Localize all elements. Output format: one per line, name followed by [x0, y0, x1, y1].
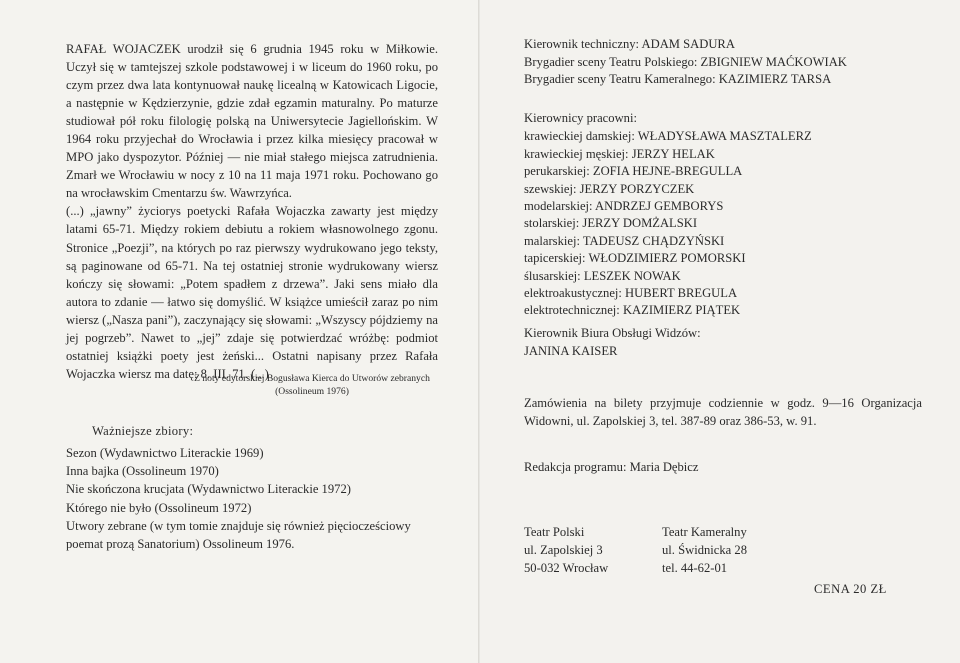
- workshop-line: tapicerskiej: WŁODZIMIERZ POMORSKI: [524, 251, 746, 266]
- workshop-line: modelarskiej: ANDRZEJ GEMBORYS: [524, 199, 724, 214]
- address-teatr-kameralny: [662, 524, 747, 577]
- address-line: tel. 44-62-01: [662, 560, 728, 575]
- office-name: JANINA KAISER: [524, 344, 618, 358]
- workshop-line: ślusarskiej: LESZEK NOWAK: [524, 268, 681, 283]
- list-item: Inna bajka (Ossolineum 1970): [66, 464, 219, 479]
- program-editor: Redakcja programu: Maria Dębicz: [524, 460, 699, 474]
- workshop-line: perukarskiej: ZOFIA HEJNE-BREGULLA: [524, 164, 743, 179]
- workshop-line: krawieckiej damskiej: WŁADYSŁAWA MASZTALERZ: [524, 129, 812, 144]
- crew-line: Kierownik techniczny: ADAM SADURA: [524, 37, 735, 51]
- office-block: [524, 324, 701, 360]
- address-line: Teatr Kameralny: [662, 525, 747, 539]
- bio-paragraph-1: RAFAŁ WOJACZEK urodził się 6 grudnia 1945 roku w Miłkowie. Uczył się w tamtejszej szkole podstawowej i w liceum do 1960 roku, po czym przez dwa lata kontynuował naukę licealną w Katowicach Ligocie, a następnie w Kędzierzynie, gdzie zdał egzamin maturalny. Po maturze studiował pół roku filologię polską na Uniwersytecie Jagiellońskim. W 1964 roku przyjechał do Wrocławia i przez kilka miesięcy pracował w MPO jako dyspozytor. Później — nie miał stałego miejsca zatrudnienia. Zmarł we Wrocławiu w nocy z 10 na 11 maja 1971 roku. Pochowano go na wrocławskim Cmentarzu św. Wawrzyńca.: [66, 42, 438, 201]
- tickets-info: Zamówienia na bilety przyjmuje codziennie w godz. 9—16 Organizacja Widowni, ul. Zapolskiej 3, tel. 387-89 oraz 386-53, w. 91.: [524, 396, 922, 428]
- crew-line: Brygadier sceny Teatru Polskiego: ZBIGNIEW MAĆKOWIAK: [524, 54, 847, 69]
- address-line: ul. Świdnicka 28: [662, 542, 748, 557]
- address-line: ul. Zapolskiej 3: [524, 542, 603, 557]
- address-line: 50-032 Wrocław: [524, 560, 609, 575]
- biography: [66, 40, 438, 383]
- address-line: Teatr Polski: [524, 525, 585, 539]
- workshop-line: szewskiej: JERZY PORZYCZEK: [524, 181, 695, 196]
- workshops-heading: Kierownicy pracowni:: [524, 111, 637, 125]
- workshop-line: stolarskiej: JERZY DOMŻALSKI: [524, 216, 698, 231]
- editorial-note: Z noty edytorskiej Bogusława Kierca do Utworów zebranych (Ossolineum 1976): [194, 373, 430, 397]
- list-item: Utwory zebrane (w tym tomie znajduje się również pięciocześciowy poemat prozą Sanatorium) Ossolineum 1976.: [66, 518, 411, 552]
- list-item: Sezon (Wydawnictwo Literackie 1969): [66, 446, 264, 460]
- list-item: Nie skończona krucjata (Wydawnictwo Literackie 1972): [66, 482, 351, 497]
- list-item: Którego nie było (Ossolineum 1972): [66, 500, 252, 515]
- address-teatr-polski: [524, 524, 608, 577]
- crew-line: Brygadier sceny Teatru Kameralnego: KAZIMIERZ TARSA: [524, 72, 832, 86]
- workshop-line: elektroakustycznej: HUBERT BREGULA: [524, 286, 738, 301]
- bio-paragraph-2: (...) „jawny” życiorys poetycki Rafała Wojaczka zawarty jest między latami 65-71. Między rokiem debiutu a rokiem własnowolnego zgonu. Stronice „Poezji”, na których po raz pierwszy wydrukowano jego teksty, są paginowane od 65-71. Na tej ostatniej stronie wydrukowany wiersz kończy się słowami: „Potem spadłem z drzewa”. Jaki sens miało dla autora to zdanie — łatwo się domyślić. W książce umieścił zaraz po nim wiersz („Nasza pani”), zaczynający się słowami: „Wszyscy pójdziemy na jej pogrzeb”. Nawet to „jej” zdaje się potwierdzać wróżbę: podmiot ostatniej książki poety jest żeński... Ostatni napisany przez Rafała Wojaczka wiersz ma datę: 8. III. 71. (...): [66, 204, 438, 381]
- workshop-line: malarskiej: TADEUSZ CHĄDZYŃSKI: [524, 233, 725, 248]
- price-label: CENA 20 ZŁ: [814, 582, 887, 596]
- works-heading: Ważniejsze zbiory:: [92, 424, 194, 438]
- works-list: [66, 444, 446, 553]
- workshop-line: elektrotechnicznej: KAZIMIERZ PIĄTEK: [524, 303, 741, 318]
- workshops-block: [524, 110, 812, 320]
- office-title: Kierownik Biura Obsługi Widzów:: [524, 326, 701, 340]
- workshop-line: krawieckiej męskiej: JERZY HELAK: [524, 146, 715, 161]
- crew-block: [524, 36, 847, 89]
